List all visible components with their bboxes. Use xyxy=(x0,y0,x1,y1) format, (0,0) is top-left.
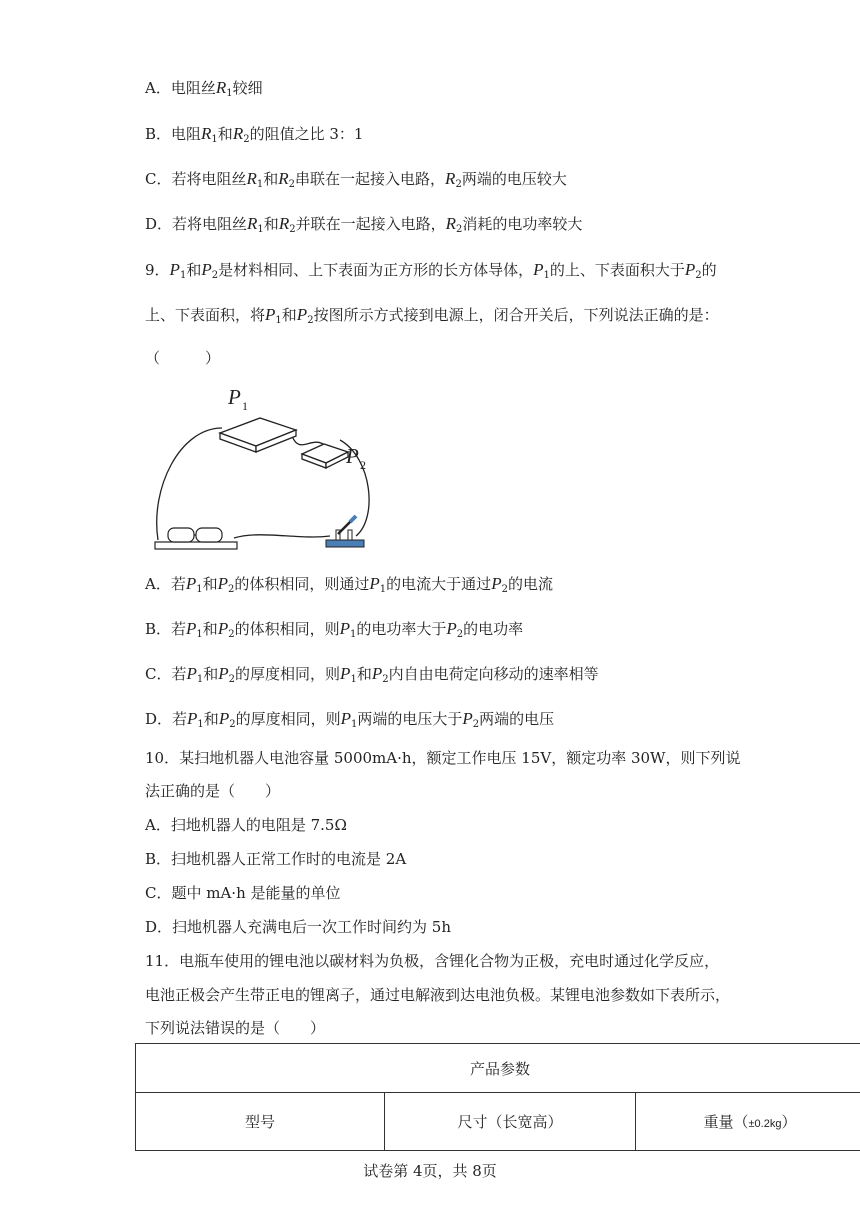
q11-stem-line3: 下列说法错误的是（ ） xyxy=(145,1019,326,1037)
q10-stem-line2: 法正确的是（ ） xyxy=(145,782,281,800)
page-footer: 试卷第 4页，共 8页 xyxy=(363,1162,497,1180)
switch xyxy=(326,516,364,547)
q9-option-b: B．若$P_1$和$P_2$的体积相同，则$P_1$的电功率大于$P_2$的电功率 xyxy=(145,619,524,640)
q8-option-c: C．若将电阻丝$R_1$和$R_2$串联在一起接入电路，$R_2$两端的电压较大 xyxy=(145,169,567,190)
label-p1-sub: 1 xyxy=(242,399,248,413)
q10-option-c: C．题中 mA·h 是能量的单位 xyxy=(145,884,341,902)
q10-option-b: B．扫地机器人正常工作时的电流是 2A xyxy=(145,850,407,868)
q9-answer-blank: （ ） xyxy=(145,349,221,367)
q10-option-d: D．扫地机器人充满电后一次工作时间约为 5h xyxy=(145,918,452,936)
q10-stem-line1: 10．某扫地机器人电池容量 5000mA·h，额定工作电压 15V，额定功率 30W，则下列说 xyxy=(145,749,741,767)
q9-stem-line2: 上、下表面积，将$P_1$和$P_2$按图所示方式接到电源上，闭合开关后，下列说法正确的是： xyxy=(145,305,719,326)
battery xyxy=(155,528,237,549)
wire-left xyxy=(157,428,222,540)
q9-circuit-diagram xyxy=(150,378,380,556)
q9-option-a: A．若$P_1$和$P_2$的体积相同，则通过$P_1$的电流大于通过$P_2$的电流 xyxy=(145,574,553,595)
wire-middle xyxy=(292,436,326,446)
table-header-row xyxy=(136,1044,860,1093)
q11-stem-line1: 11．电瓶车使用的锂电池以碳材料为负极，含锂化合物为正极，充电时通过化学反应， xyxy=(145,952,720,970)
table-row xyxy=(136,1093,860,1151)
q9-option-d: D．若$P_1$和$P_2$的厚度相同，则$P_1$两端的电压大于$P_2$两端的电压 xyxy=(145,709,555,730)
q9-option-c: C．若$P_1$和$P_2$的厚度相同，则$P_1$和$P_2$内自由电荷定向移动的速率相等 xyxy=(145,664,599,685)
label-p1: P xyxy=(228,385,241,409)
battery-params-table xyxy=(135,1043,860,1151)
q8-option-b: B．电阻$R_1$和$R_2$的阻值之比 3：1 xyxy=(145,124,364,145)
table-col-model: 型号 xyxy=(136,1093,385,1151)
conductor-p2 xyxy=(302,444,348,468)
q8-option-d: D．若将电阻丝$R_1$和$R_2$并联在一起接入电路，$R_2$消耗的电功率较大 xyxy=(145,214,583,235)
q9-stem-line1: 9．$P_1$和$P_2$是材料相同、上下表面为正方形的长方体导体，$P_1$的上、下表面积大于$P_2$的 xyxy=(145,260,717,281)
q10-option-a: A．扫地机器人的电阻是 7.5Ω xyxy=(145,816,347,834)
q8-option-a: A．电阻丝$R_1$较细 xyxy=(145,78,263,99)
wire-bottom xyxy=(234,535,330,538)
label-p2: P xyxy=(346,444,359,468)
label-p2-sub: 2 xyxy=(360,458,366,472)
q11-stem-line2: 电池正极会产生带正电的锂离子，通过电解液到达电池负极。某锂电池参数如下表所示， xyxy=(145,986,731,1004)
conductor-p1 xyxy=(220,418,296,452)
table-header-cell: 产品参数 xyxy=(136,1044,860,1093)
table-col-size: 尺寸（长宽高） xyxy=(385,1093,636,1151)
table-col-weight: 重量（±0.2kg） xyxy=(636,1093,860,1151)
